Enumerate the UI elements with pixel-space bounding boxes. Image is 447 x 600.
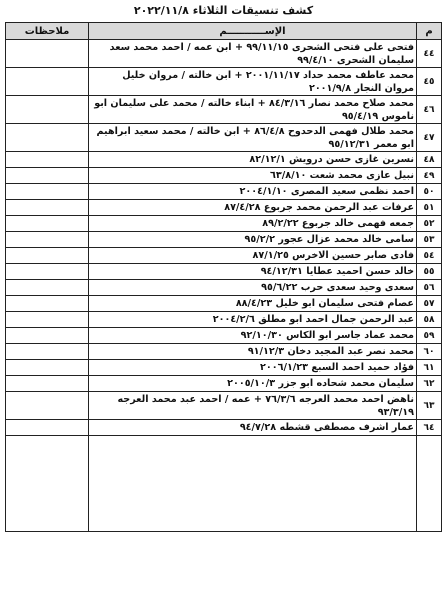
row-name: عبد الرحمن جمال احمد ابو مطلق ٢٠٠٤/٢/٦ [89,312,417,328]
row-name: محمد نصر عبد المجيد دخان ٩١/١٢/٣ [89,344,417,360]
row-notes [6,40,89,68]
row-name: فؤاد حميد احمد السبع ٢٠٠٦/١/٢٣ [89,360,417,376]
row-number: ٤٩ [417,168,442,184]
table-row [6,312,442,328]
row-name: نبيل عازى محمد شعت ٦٣/٨/١٠ [89,168,417,184]
row-number: ٥٩ [417,328,442,344]
empty-cell [6,436,89,532]
row-name: جمعه فهمى خالد جربوع ٨٩/٢/٢٢ [89,216,417,232]
row-number: ٥٦ [417,280,442,296]
row-name: فادى صابر حسين الاخرس ٨٧/١/٢٥ [89,248,417,264]
document-title: كشف تنسيقات الثلاثاء ٢٠٢٢/١١/٨ [133,4,314,17]
row-name: عرفات عبد الرحمن محمد جربوع ٨٧/٤/٢٨ [89,200,417,216]
row-name: محمد طلال فهمى الدحدوح ٨٦/٤/٨ + ابن خالته / محمد سعيد ابراهيم ابو معمر ٩٥/١٢/٣١ [89,124,417,152]
table-row [6,96,442,124]
row-name: نسرين غازى حسن درويش ٨٢/١٢/١ [89,152,417,168]
empty-cell [417,436,442,532]
row-number: ٦٢ [417,376,442,392]
row-notes [6,312,89,328]
row-name: محمد صلاح محمد نصار ٨٤/٣/١٦ + ابناء خالته / محمد على سليمان ابو ناموس ٩٥/٤/١٩ [89,96,417,124]
table-row [6,184,442,200]
row-number: ٥٥ [417,264,442,280]
table-row [6,68,442,96]
table-row [6,420,442,436]
row-notes [6,152,89,168]
empty-row [6,436,442,532]
table-row [6,392,442,420]
row-number: ٥١ [417,200,442,216]
row-name: عمار اشرف مصطفى قشطه ٩٤/٧/٢٨ [89,420,417,436]
row-name: احمد نظمى سعيد المصرى ٢٠٠٤/١/١٠ [89,184,417,200]
table-row [6,280,442,296]
row-notes [6,344,89,360]
row-notes [6,232,89,248]
row-number: ٦٣ [417,392,442,420]
row-name: سامى خالد محمد عزال عجور ٩٥/٢/٢ [89,232,417,248]
table-row [6,200,442,216]
row-notes [6,360,89,376]
row-notes [6,296,89,312]
row-number: ٥٣ [417,232,442,248]
row-name: سعدى وحيد سعدى حرب ٩٥/٦/٢٢ [89,280,417,296]
coordination-table [5,22,442,532]
header-row [6,23,442,40]
row-number: ٤٨ [417,152,442,168]
table-row [6,216,442,232]
row-number: ٦٤ [417,420,442,436]
row-notes [6,124,89,152]
row-notes [6,96,89,124]
row-name: سليمان محمد شحاده ابو جزر ٢٠٠٥/١٠/٣ [89,376,417,392]
table-row [6,40,442,68]
table-row [6,344,442,360]
table-row [6,264,442,280]
row-notes [6,376,89,392]
row-name: عصام فتحى سليمان ابو خليل ٨٨/٤/٢٣ [89,296,417,312]
row-notes [6,420,89,436]
row-name: فتحى على فتحى الشحرى ٩٩/١١/١٥ + ابن عمه / احمد محمد سعد سليمان الشحرى ٩٩/٤/١٠ [89,40,417,68]
row-number: ٦٠ [417,344,442,360]
table-row [6,328,442,344]
row-number: ٥٧ [417,296,442,312]
row-notes [6,264,89,280]
row-number: ٤٤ [417,40,442,68]
table-row [6,248,442,264]
table-row [6,124,442,152]
row-number: ٦١ [417,360,442,376]
row-number: ٤٧ [417,124,442,152]
row-notes [6,200,89,216]
row-notes [6,68,89,96]
row-notes [6,184,89,200]
table-row [6,168,442,184]
row-name: ناهض احمد محمد العرجه ٧٦/٣/٦ + عمه / احمد عبد محمد العرجه ٩٣/٣/١٩ [89,392,417,420]
table-row [6,232,442,248]
row-number: ٥٤ [417,248,442,264]
row-number: ٤٦ [417,96,442,124]
row-number: ٥٨ [417,312,442,328]
row-notes [6,216,89,232]
table-body [6,40,442,532]
row-notes [6,328,89,344]
header-num: م [417,23,442,40]
row-number: ٥٢ [417,216,442,232]
table-row [6,360,442,376]
row-name: خالد حسن احميد عطايا ٩٤/١٢/٣١ [89,264,417,280]
header-name: الإســـــــــــم [89,23,417,40]
table-row [6,152,442,168]
row-notes [6,392,89,420]
row-number: ٤٥ [417,68,442,96]
row-notes [6,248,89,264]
row-name: محمد عماد جاسر ابو الكاس ٩٢/١٠/٣٠ [89,328,417,344]
row-number: ٥٠ [417,184,442,200]
table-row [6,376,442,392]
empty-cell [89,436,417,532]
row-name: محمد عاطف محمد حداد ٢٠٠١/١١/١٧ + ابن خالته / مروان خليل مروان النجار ٢٠٠١/٩/٨ [89,68,417,96]
table-row [6,296,442,312]
row-notes [6,168,89,184]
row-notes [6,280,89,296]
header-notes: ملاحظات [6,23,89,40]
